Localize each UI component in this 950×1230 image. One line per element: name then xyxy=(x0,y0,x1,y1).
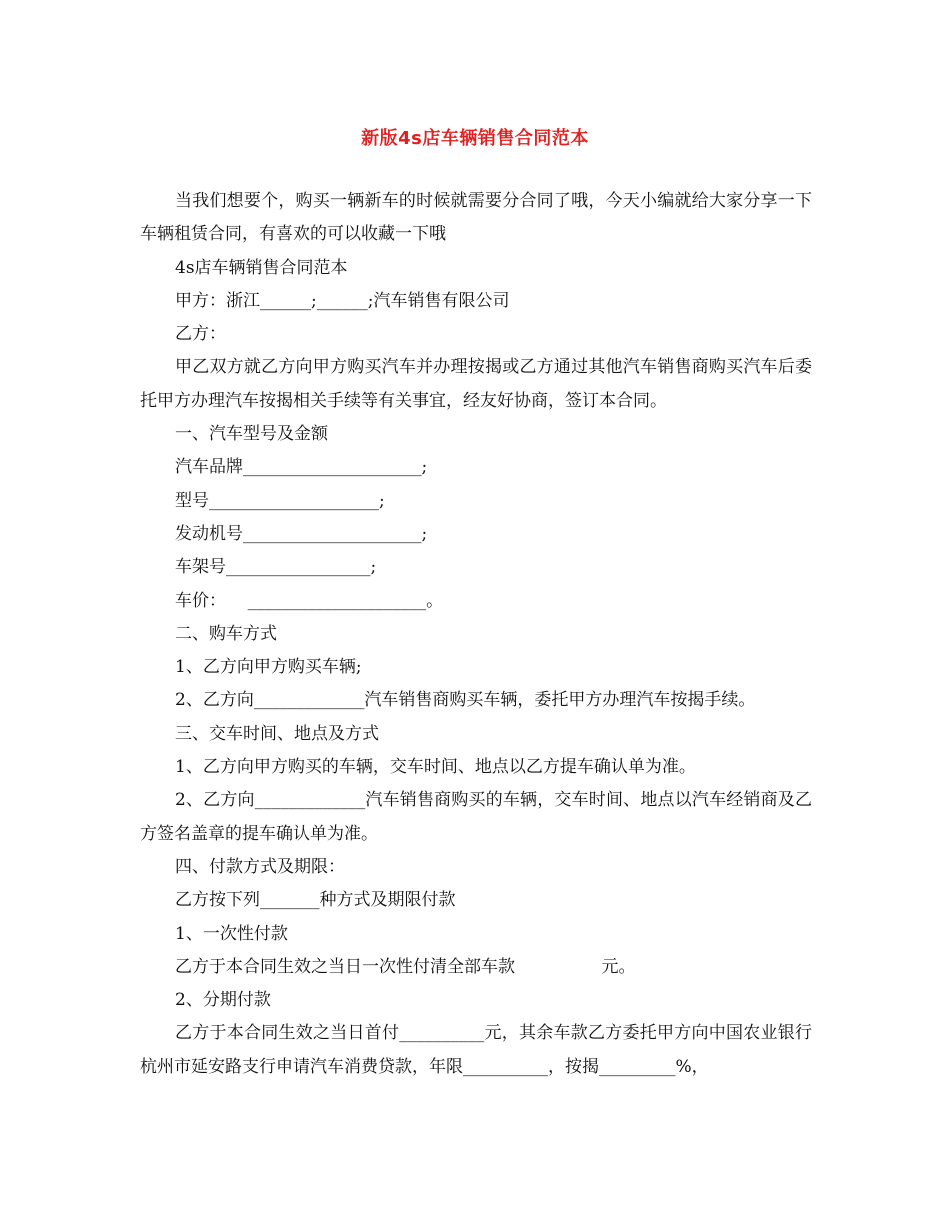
section-heading-3: 三、交车时间、地点及方式 xyxy=(175,723,379,744)
document-title: 新版4s店车辆销售合同范本 xyxy=(361,128,589,149)
field-frame-number: 车架号_________________; xyxy=(175,557,377,578)
delivery-clause-2: 2、乙方向_____________汽车销售商购买的车辆，交车时间、地点以汽车经销商及乙方签名盖章的提车确认单为准。 xyxy=(140,790,812,844)
agreement-paragraph: 甲乙双方就乙方向甲方购买汽车并办理按揭或乙方通过其他汽车销售商购买汽车后委托甲方办理汽车按揭相关手续等有关事宜，经友好协商，签订本合同。 xyxy=(140,357,812,411)
delivery-clause-1: 1、乙方向甲方购买的车辆，交车时间、地点以乙方提车确认单为准。 xyxy=(175,757,696,778)
intro-paragraph: 当我们想要个，购买一辆新车的时候就需要分合同了哦，今天小编就给大家分享一下车辆租赁合同，有喜欢的可以收藏一下哦 xyxy=(140,191,812,245)
payment-option-1-text: 乙方于本合同生效之当日一次性付清全部车款 元。 xyxy=(175,956,636,977)
purchase-method-2: 2、乙方向_____________汽车销售商购买车辆，委托甲方办理汽车按揭手续。 xyxy=(175,690,756,711)
field-engine-number: 发动机号_____________________; xyxy=(175,523,428,544)
party-a-line: 甲方：浙江______;______;汽车销售有限公司 xyxy=(175,290,510,311)
section-heading-4: 四、付款方式及期限： xyxy=(175,856,345,877)
section-heading-2: 二、购车方式 xyxy=(175,623,277,644)
document-body xyxy=(140,185,812,1084)
payment-option-2-heading: 2、分期付款 xyxy=(175,990,271,1011)
field-brand: 汽车品牌_____________________; xyxy=(175,457,428,478)
payment-option-1-heading: 1、一次性付款 xyxy=(175,923,288,944)
payment-option-2-text: 乙方于本合同生效之当日首付__________元，其余车款乙方委托甲方向中国农业银行杭州市延安路支行申请汽车消费贷款，年限__________，按揭_________%， xyxy=(140,1023,812,1077)
payment-method-line: 乙方按下列_______种方式及期限付款 xyxy=(175,890,456,911)
field-model: 型号____________________; xyxy=(175,490,385,511)
contract-heading: 4s店车辆销售合同范本 xyxy=(175,257,348,278)
field-price: 车价： _____________________。 xyxy=(175,590,444,611)
section-heading-1: 一、汽车型号及金额 xyxy=(175,424,328,445)
purchase-method-1: 1、乙方向甲方购买车辆; xyxy=(175,657,362,678)
party-b-line: 乙方： xyxy=(175,324,226,345)
